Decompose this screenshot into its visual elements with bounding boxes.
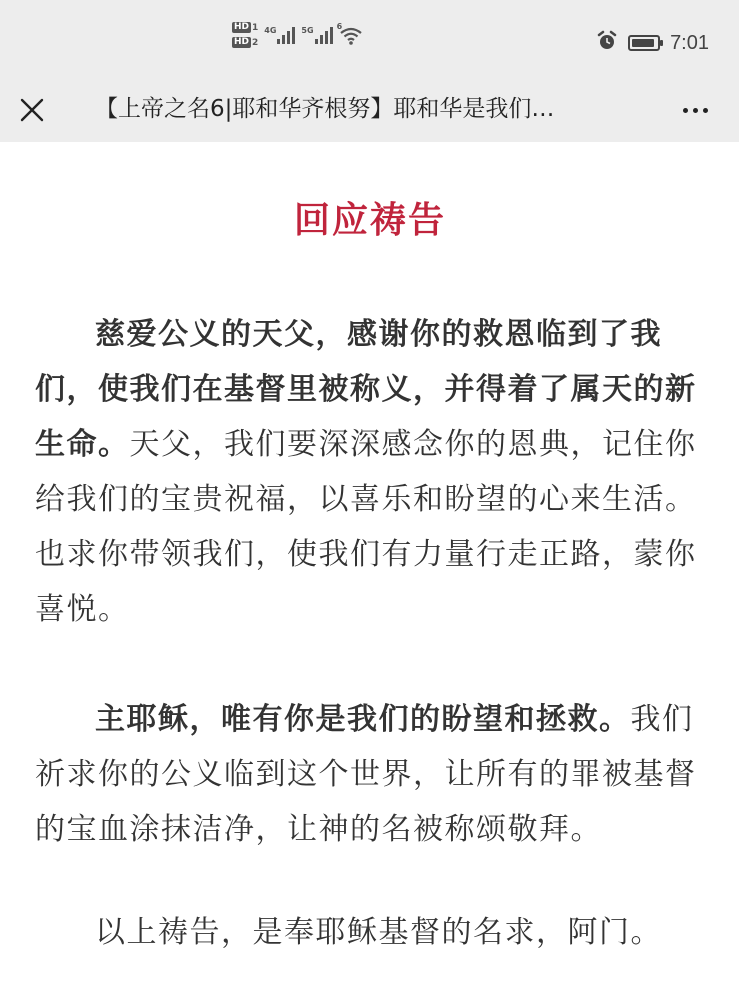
hd-badge: HD xyxy=(234,37,250,47)
title-bar xyxy=(0,80,739,142)
article-heading: 回应祷告 xyxy=(293,200,446,241)
article-content xyxy=(35,142,705,960)
wifi-version-label: 6 xyxy=(336,22,343,31)
clock: 7:01 xyxy=(670,31,709,54)
network-type-label: 5G xyxy=(301,26,314,35)
battery-icon xyxy=(628,35,660,51)
hd-number: 1 xyxy=(252,22,259,33)
signal-indicators xyxy=(232,22,363,62)
signal-icon xyxy=(301,26,332,44)
signal-bars xyxy=(315,26,333,44)
battery-level xyxy=(632,39,654,47)
paragraph-3-text: 以上祷告，是奉耶稣基督的名求，阿门。 xyxy=(95,915,662,950)
hd-badge: HD xyxy=(234,22,250,32)
alarm-icon xyxy=(596,30,618,56)
more-button[interactable] xyxy=(675,90,715,130)
hd-number: 2 xyxy=(252,37,259,48)
paragraph-1 xyxy=(35,307,705,637)
signal-icon xyxy=(264,26,295,44)
wifi-icon xyxy=(336,22,363,50)
paragraph-2-text: 我们祈求你的公义临到这个世界，让所有的罪被基督的宝血涂抹洁净，让神的名被称颂敬拜。 xyxy=(35,702,697,847)
close-button[interactable] xyxy=(12,90,52,130)
status-bar xyxy=(0,0,739,80)
hd-1-indicator xyxy=(232,22,258,33)
more-icon-dot xyxy=(703,108,708,113)
more-icon-dot xyxy=(683,108,688,113)
right-status-group xyxy=(596,30,709,56)
hd-indicators xyxy=(232,22,258,48)
network-type-label: 4G xyxy=(264,26,277,35)
paragraph-2-bold: 主耶稣，唯有你是我们的盼望和拯救。 xyxy=(95,702,631,737)
paragraph-2 xyxy=(35,692,705,857)
close-icon xyxy=(19,97,45,123)
paragraph-3 xyxy=(35,905,705,960)
paragraph-1-text: 天父，我们要深深感念你的恩典，记住你给我们的宝贵祝福，以喜乐和盼望的心来生活。也求你带领我们，使我们有力量行走正路，蒙你喜悦。 xyxy=(35,427,697,627)
signal-bars xyxy=(277,26,295,44)
more-icon-dot xyxy=(693,108,698,113)
hd-2-indicator xyxy=(232,37,258,48)
paragraph-1-bold: 慈爱公义的天父，感谢你的救恩临到了我们，使我们在基督里被称义，并得着了属天的新生命。 xyxy=(35,317,697,462)
page-title: 【上帝之名6|耶和华齐根努】耶和华是我们… xyxy=(95,96,555,122)
